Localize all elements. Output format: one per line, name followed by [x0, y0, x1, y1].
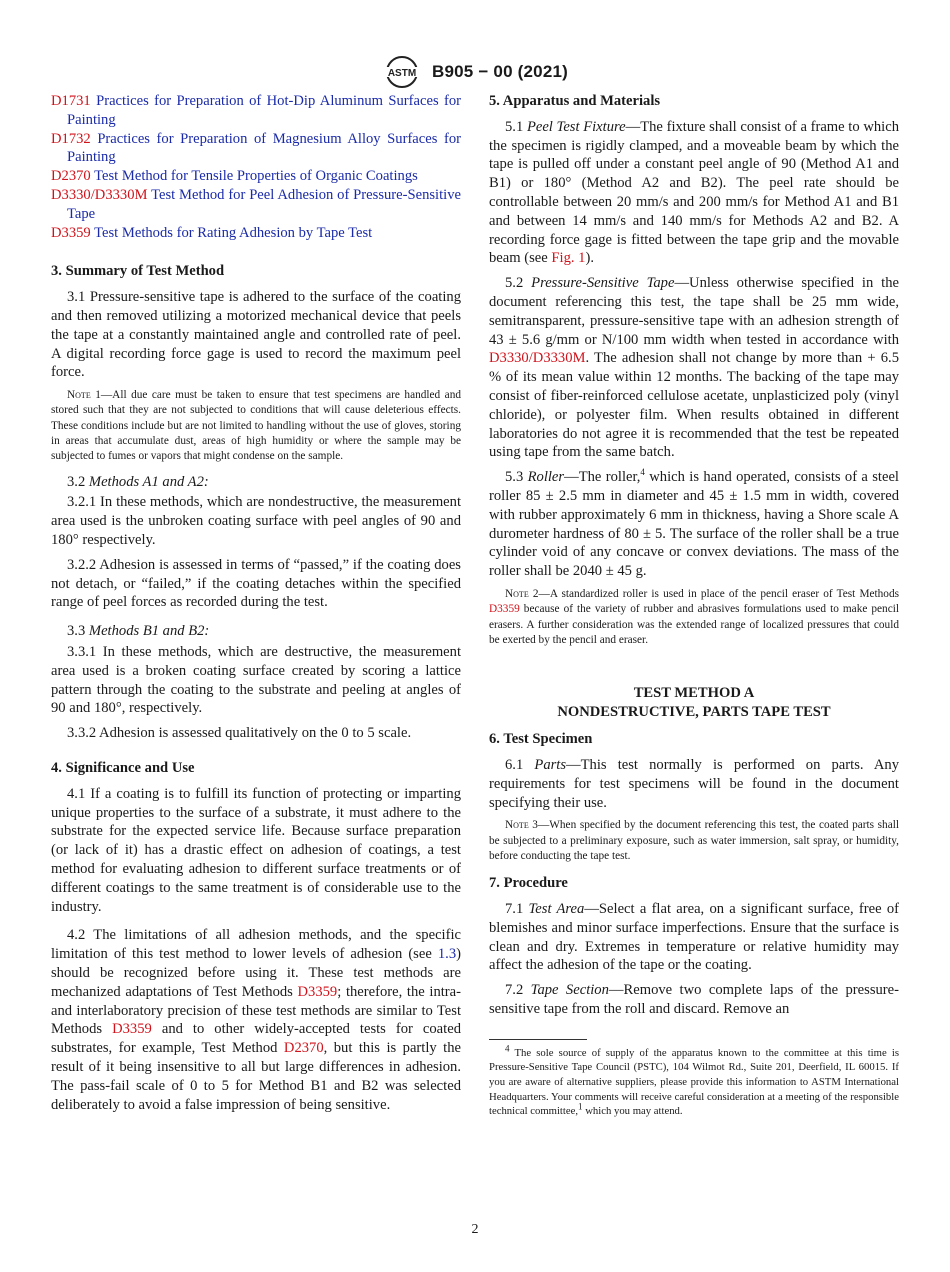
- page-number: 2: [471, 1222, 479, 1237]
- paragraph-5-3: 5.3 Roller—The roller,$^4$ which is hand operated, consists of a steel roller 85 ± 2.5 mm in diameter and 45 ± 1.5 mm in width, covered with rubber approximately 6 mm in thickness, having a Shore scale A durometer hardness of 80 ± 5. The surface of the roller shall be a true cylinder void of any concave or convex deviations. The mass of the roller shall be 2040 ± 45 g.: [489, 467, 899, 580]
- reference-title[interactable]: Test Method for Tensile Properties of Organic Coatings: [94, 168, 418, 185]
- note-1-text: —All due care must be taken to ensure that test specimens are handled and stored such that they are not subjected to conditions that will cause deleterious effects. These conditions include but are not limited to handling without the use of gloves, storing in areas that accumulate dust, areas of high humidity or where the sample may be subjected to fumes or vapors that might condense on the sample.: [51, 389, 461, 463]
- note-3: Note 3—When specified by the document referencing this test, the coated parts shall be subjected to a preliminary exposure, such as water immersion, salt spray, or humidity, before conducting the tape test.: [489, 819, 899, 862]
- section-4-heading: 4. Significance and Use: [51, 760, 195, 776]
- astm-logo-icon: [382, 55, 422, 89]
- heading-3-2-title: Methods A1 and A2:: [88, 473, 209, 490]
- standard-link[interactable]: D3330/D3330M: [489, 350, 586, 367]
- heading-3-3-title: Methods B1 and B2:: [88, 623, 210, 640]
- left-column: [51, 92, 461, 1120]
- standard-link[interactable]: D3359: [112, 1021, 152, 1038]
- reference-item: [51, 186, 461, 224]
- figure-link[interactable]: Fig. 1: [551, 250, 586, 267]
- paragraph-5-2: 5.2 Pressure-Sensitive Tape—Unless otherwise specified in the document referencing this test, the tape shall be 25 mm wide, semitransparent, pressure-sensitive tape with an adhesion strength of 43 ± 5.6 g/mm or N/100 mm width when tested in accordance with D3330/D3330M. The adhesion shall not change by more than + 6.5 % of its mean value within 12 months. The backing of the tape may consist of fiber-reinforced cellulose acetate, unplasticized poly (vinyl chloride), or polyester film. When results obtained in different laboratories do not agree it is recommended that the test be repeated using tape from the same batch.: [489, 275, 899, 461]
- standard-link[interactable]: D2370: [283, 1040, 324, 1057]
- paragraph-5-1: 5.1 Peel Test Fixture—The fixture shall consist of a frame to which the specimen is rigidly clamped, and a moveable beam by which the tape is pulled off under a constant peel angle of 90 (Method A1 and B1) or 180° (Method A2 and B2). The peel rate should be controllable between 20 mm/s and 200 mm/s for Method A1 and B1 and between 14 mm/s and 140 mm/s for Methods A2 and B2. A recording force gage is fitted between the tape grip and the movable beam (see Fig. 1).: [489, 118, 900, 267]
- paragraph-3-3-2: 3.3.2 Adhesion is assessed qualitatively on the 0 to 5 scale.: [67, 725, 412, 742]
- reference-list: [51, 92, 461, 242]
- reference-title[interactable]: Test Methods for Rating Adhesion by Tape Test: [94, 224, 373, 241]
- paragraph-3-3-1: 3.3.1 In these methods, which are destructive, the measurement area used is a broken coating surface created by scoring a lattice pattern through the coating to the substrate and peeling at angles of 90 and 180°, respectively.: [51, 644, 461, 717]
- paragraph-3-2-1: 3.2.1 In these methods, which are nondestructive, the measurement area used is the unbroken coating surface with peel angles of 90 and 180° respectively.: [51, 494, 461, 549]
- test-method-title: TEST METHOD A NONDESTRUCTIVE, PARTS TAPE TEST: [557, 685, 831, 721]
- reference-item: [51, 224, 461, 243]
- footnote-4: $^4$ The sole source of supply of the apparatus known to the committee at this time is Pressure-Sensitive Tape Council (PSTC), 104 Wilmot Rd., Suite 201, Deerfield, IL 60015. If you are aware of alternative suppliers, please provide this information to ASTM International Headquarters. Your comments will receive careful consideration at a meeting of the responsible technical committee,$^1$ which you may attend.: [489, 1043, 899, 1118]
- note-2: Note 2—A standardized roller is used in place of the pencil eraser of Test Methods D3359 because of the variety of rubber and abrasives formulations used to make pencil erasers. A further consideration was the extended range of localized pressures that could be exerted by the pencil and eraser.: [489, 587, 899, 646]
- reference-title[interactable]: Test Method for Peel Adhesion of Pressure-Sensitive Tape: [67, 186, 461, 222]
- heading-3-3: 3.3 Methods B1 and B2:: [67, 623, 210, 640]
- section-3-heading: 3. Summary of Test Method: [51, 263, 225, 280]
- note-1-label: Note 1: [67, 389, 101, 402]
- paragraph-7-2: 7.2 Tape Section—Remove two complete laps of the pressure-sensitive tape from the roll and discard. Remove an: [489, 982, 899, 1017]
- reference-code[interactable]: D1731: [51, 93, 91, 109]
- paragraph-6-1: 6.1 Parts—This test normally is performed on parts. Any requirements for test specimens will be found in the document specifying their use.: [489, 756, 899, 811]
- paragraph-4-1: 4.1 If a coating is to fulfill its function of protecting or imparting unique properties to the surface of a substrate, it must adhere to the substrate for the expected service life. Because surface preparation (or lack of it) has a drastic effect on adhesion of coatings, a test method for evaluating adhesion to different surface treatments or of different coatings to the same treatment is of considerable use to the industry.: [51, 785, 461, 915]
- page-header: [0, 55, 950, 89]
- paragraph-3-2-2: 3.2.2 Adhesion is assessed in terms of “passed,” if the coating does not detach, or “failed,” if the coating detaches within the specified range of peel forces as recorded during the test.: [51, 556, 461, 611]
- section-7-heading: 7. Procedure: [489, 875, 568, 892]
- section-6-heading: 6. Test Specimen: [489, 731, 593, 748]
- reference-code[interactable]: D1732: [51, 130, 91, 147]
- paragraph-3-1: 3.1 Pressure-sensitive tape is adhered to the surface of the coating and then removed utilizing a motorized mechanical device that peels the tape at a constantly maintained angle and controlled rate of peel. A digital recording force gage is used to record the maximum peel force.: [51, 289, 461, 381]
- reference-item: [51, 92, 461, 130]
- reference-title[interactable]: Practices for Preparation of Hot-Dip Aluminum Surfaces for Painting: [67, 93, 461, 128]
- paragraph-4-2: 4.2 The limitations of all adhesion methods, and the specific limitation of this test method to lower levels of adhesion (see 1.3) should be recognized before using it. These test methods are mechanized adaptations of Test Methods D3359; therefore, the intra- and interlaboratory precision of these test methods are similar to Test Methods D3359 and to other widely-accepted tests for coated substrates, for example, Test Method D2370, but this is partly the result of it being insensitive to all but large differences in adhesion. The pass-fail scale of 0 to 5 for Method B1 and B2 was selected deliberately to avoid a false impression of being sensitive.: [51, 927, 461, 1113]
- standard-link[interactable]: D3359: [489, 603, 520, 616]
- footnote-divider: [489, 1039, 587, 1040]
- reference-code[interactable]: D3359: [51, 224, 91, 241]
- document-designation: B905 − 00 (2021): [432, 62, 568, 81]
- reference-title[interactable]: Practices for Preparation of Magnesium Alloy Surfaces for Painting: [67, 130, 461, 166]
- reference-item: [51, 167, 461, 186]
- section-5-heading: 5. Apparatus and Materials: [489, 93, 661, 109]
- right-column: [489, 92, 899, 1119]
- note-1: [51, 388, 461, 464]
- astm-logo-text: ASTM: [387, 68, 417, 79]
- reference-code[interactable]: D2370: [51, 168, 91, 185]
- heading-3-2: 3.2 Methods A1 and A2:: [67, 473, 209, 490]
- footnote-ref[interactable]: 4: [640, 467, 645, 478]
- section-link[interactable]: 1.3: [437, 946, 457, 963]
- standard-link[interactable]: D3359: [297, 983, 338, 1000]
- paragraph-7-1: 7.1 Test Area—Select a flat area, on a significant surface, free of blemishes and minor surface imperfections. Ensure that the surface is clean and dry. Extremes in temperature or relative humidity may affect the adhesion of the tape or the coating.: [489, 900, 900, 974]
- reference-code[interactable]: D3330/D3330M: [51, 186, 148, 203]
- reference-item: [51, 130, 461, 168]
